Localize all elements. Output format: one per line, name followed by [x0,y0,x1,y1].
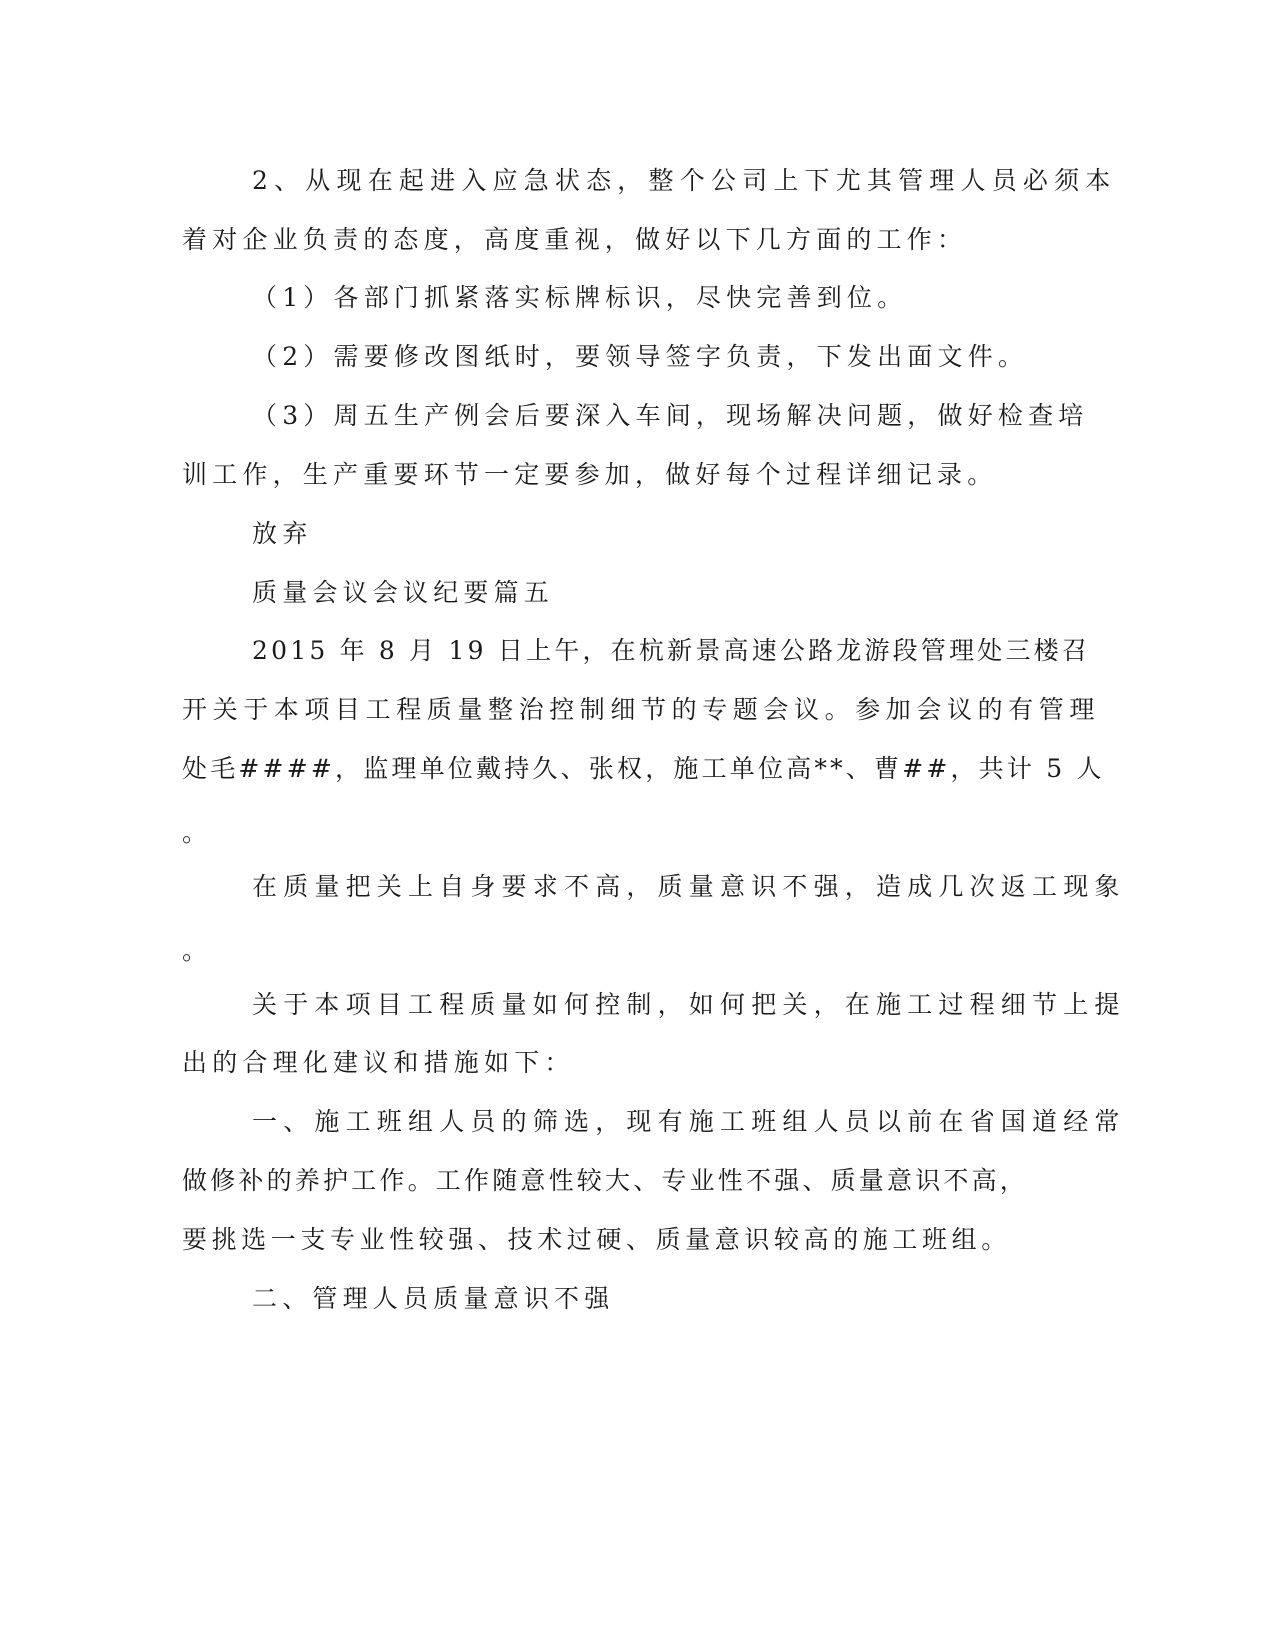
paragraph-line: 关于本项目工程质量如何控制，如何把关，在施工过程细节上提 [252,990,1126,1019]
section-heading: 质量会议会议纪要篇五 [252,578,555,607]
paragraph-line: （1）各部门抓紧落实标牌标识，尽快完善到位。 [252,283,908,312]
paragraph-line: 2015 年 8 月 19 日上午，在杭新景高速公路龙游段管理处三楼召 [252,636,1091,665]
paragraph-line: 。 [182,936,208,965]
paragraph-line: 一、施工班组人员的筛选，现有施工班组人员以前在省国道经常 [252,1107,1126,1136]
paragraph-line: 处毛####，监理单位戴持久、张权，施工单位高**、曹##，共计 5 人 [182,754,1105,783]
paragraph-line: 放弃 [252,519,313,548]
paragraph-line: （3）周五生产例会后要深入车间，现场解决问题，做好检查培 [252,401,1089,430]
paragraph-line: 要挑选一支专业性较强、技术过硬、质量意识较高的施工班组。 [182,1225,1011,1254]
paragraph-line: 。 [182,818,208,847]
paragraph-line: （2）需要修改图纸时，要领导签字负责，下发出面文件。 [252,342,1029,371]
section-heading: 二、管理人员质量意识不强 [252,1284,615,1313]
paragraph-line: 出的合理化建议和措施如下： [182,1048,575,1077]
paragraph-line: 训工作，生产重要环节一定要参加，做好每个过程详细记录。 [182,460,998,489]
paragraph-line: 做修补的养护工作。工作随意性较大、专业性不强、质量意识不高， [182,1166,1029,1195]
paragraph-line: 着对企业负责的态度，高度重视，做好以下几方面的工作： [182,225,968,254]
paragraph-line: 2、从现在起进入应急状态，整个公司上下尤其管理人员必须本 [252,166,1117,195]
paragraph-line: 在质量把关上自身要求不高，质量意识不强，造成几次返工现象 [252,872,1126,901]
paragraph-line: 开关于本项目工程质量整治控制细节的专题会议。参加会议的有管理 [182,695,1101,724]
